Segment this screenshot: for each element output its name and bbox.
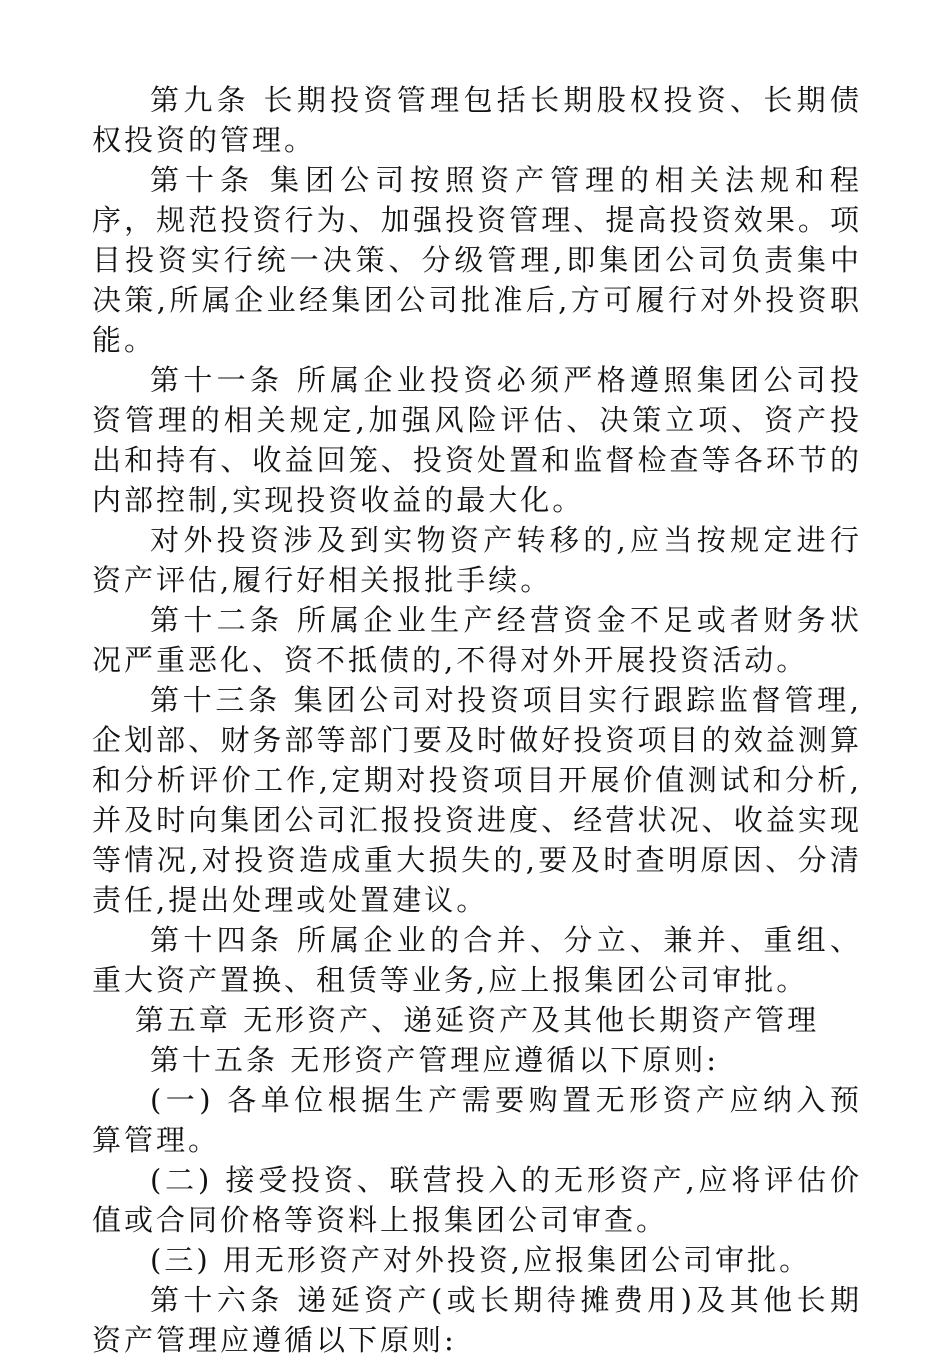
article-12: 第十二条 所属企业生产经营资金不足或者财务状况严重恶化、资不抵债的,不得对外开展投资活动。 [92, 603, 862, 677]
article-11-supplement: 对外投资涉及到实物资产转移的,应当按规定进行资产评估,履行好相关报批手续。 [92, 523, 862, 597]
article-13: 第十三条 集团公司对投资项目实行跟踪监督管理,企划部、财务部等部门要及时做好投资项目的效益测算和分析评价工作,定期对投资项目开展价值测试和分析,并及时向集团公司汇报投资进度、经营状况、收益实现等情况,对投资造成重大损失的,要及时查明原因、分清责任,提出处理或处置建议。 [92, 683, 862, 917]
article-15: 第十五条 无形资产管理应遵循以下原则: [150, 1043, 719, 1077]
article-14: 第十四条 所属企业的合并、分立、兼并、重组、重大资产置换、租赁等业务,应上报集团公司审批。 [92, 923, 862, 997]
article-15-item-1: (一) 各单位根据生产需要购置无形资产应纳入预算管理。 [92, 1083, 862, 1157]
chapter-5-heading: 第五章 无形资产、递延资产及其他长期资产管理 [134, 1003, 820, 1037]
document-page [92, 80, 862, 1360]
article-15-item-3: (三) 用无形资产对外投资,应报集团公司审批。 [150, 1243, 812, 1277]
article-9: 第九条 长期投资管理包括长期股权投资、长期债权投资的管理。 [92, 83, 862, 157]
article-11: 第十一条 所属企业投资必须严格遵照集团公司投资管理的相关规定,加强风险评估、决策立项、资产投出和持有、收益回笼、投资处置和监督检查等各环节的内部控制,实现投资收益的最大化。 [92, 363, 862, 517]
article-10: 第十条 集团公司按照资产管理的相关法规和程序，规范投资行为、加强投资管理、提高投资效果。项目投资实行统一决策、分级管理,即集团公司负责集中决策,所属企业经集团公司批准后,方可履行对外投资职能。 [92, 163, 862, 357]
article-15-item-2: (二) 接受投资、联营投入的无形资产,应将评估价值或合同价格等资料上报集团公司审查。 [92, 1163, 862, 1237]
article-16: 第十六条 递延资产(或长期待摊费用)及其他长期资产管理应遵循以下原则: [92, 1283, 862, 1357]
